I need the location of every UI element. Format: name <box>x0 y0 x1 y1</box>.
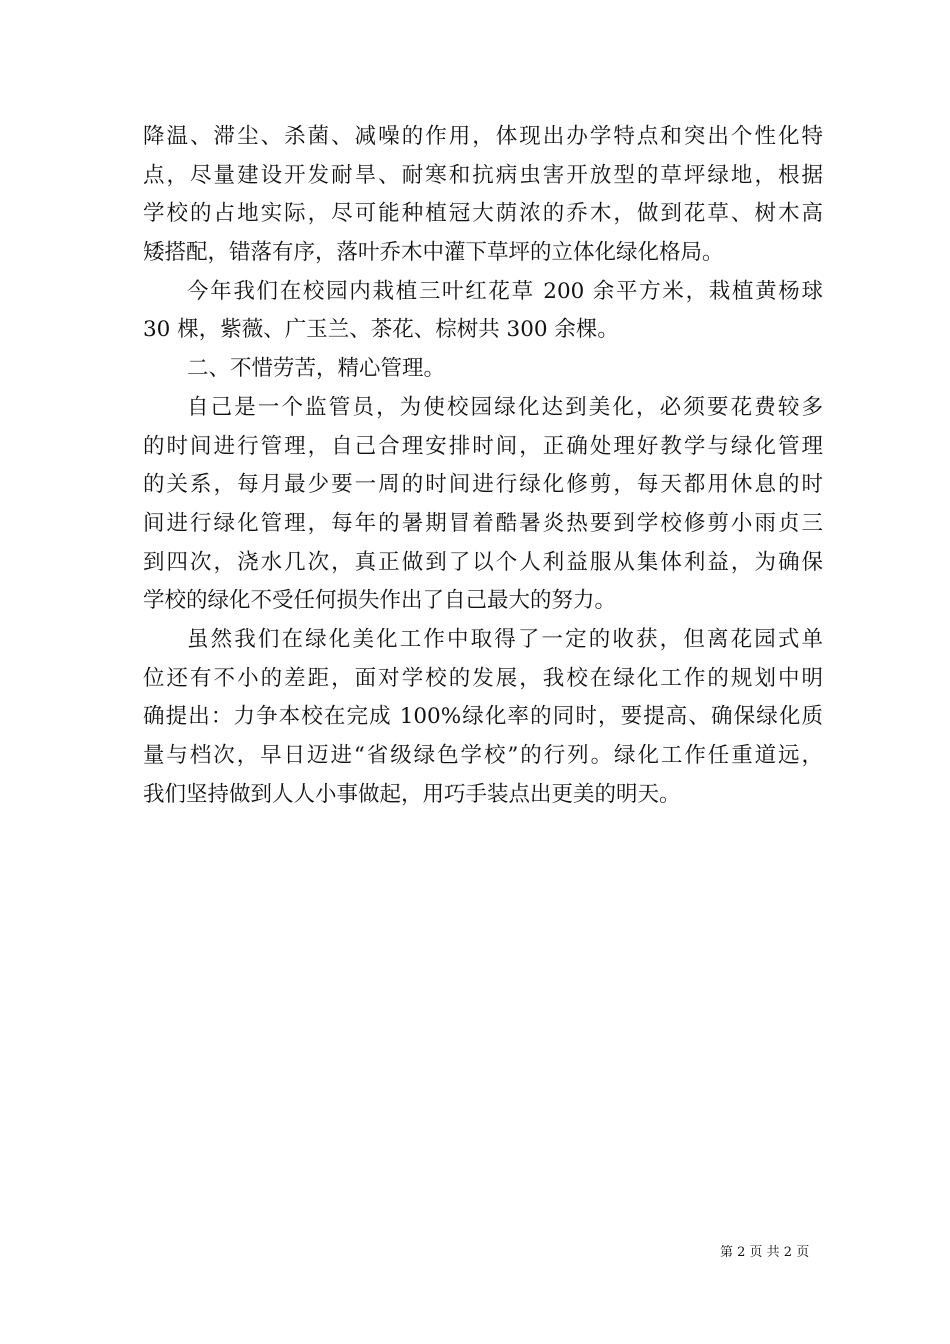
text-line: 学校的占地实际，尽可能种植冠大荫浓的乔木，做到花草、树木高 <box>143 201 823 227</box>
text-line: 我们坚持做到人人小事做起，用巧手装点出更美的明天。 <box>143 781 681 807</box>
text-line: 到四次，浇水几次，真正做到了以个人利益服从集体利益，为确保 <box>143 549 823 575</box>
text-line: 降温、滞尘、杀菌、减噪的作用，体现出办学特点和突出个性化特 <box>143 124 823 149</box>
text-line: 的关系，每月最少要一周的时间进行绿化修剪，每天都用休息的时 <box>143 472 823 498</box>
text-line: 量与档次，早日迈进“省级绿色学校”的行列。绿化工作任重道远， <box>143 743 823 768</box>
text-line: 点，尽量建设开发耐旱、耐寒和抗病虫害开放型的草坪绿地，根据 <box>143 162 823 188</box>
text-line: 的时间进行管理，自己合理安排时间，正确处理好教学与绿化管理 <box>143 433 823 459</box>
text-line: 位还有不小的差距，面对学校的发展，我校在绿化工作的规划中明 <box>143 665 823 691</box>
text-line: 30 棵，紫薇、广玉兰、茶花、棕树共 300 余棵。 <box>143 317 619 343</box>
document-body <box>143 118 823 814</box>
text-line: 自己是一个监管员，为使校园绿化达到美化，必须要花费较多 <box>187 394 823 420</box>
text-line: 二、不惜劳苦，精心管理。 <box>187 356 446 382</box>
text-line: 学校的绿化不受任何损失作出了自己最大的努力。 <box>143 588 617 614</box>
text-line: 今年我们在校园内栽植三叶红花草 200 余平方米，栽植黄杨球 <box>187 278 823 304</box>
text-line: 间进行绿化管理，每年的暑期冒着酷暑炎热要到学校修剪小雨贞三 <box>143 510 823 536</box>
text-line: 虽然我们在绿化美化工作中取得了一定的收获，但离花园式单 <box>187 626 823 652</box>
text-line: 矮搭配，错落有序，落叶乔木中灌下草坪的立体化绿化格局。 <box>143 240 724 266</box>
text-line: 确提出：力争本校在完成 100%绿化率的同时，要提高、确保绿化质 <box>143 704 823 730</box>
page-number: 第 2 页 共 2 页 <box>720 1245 810 1260</box>
